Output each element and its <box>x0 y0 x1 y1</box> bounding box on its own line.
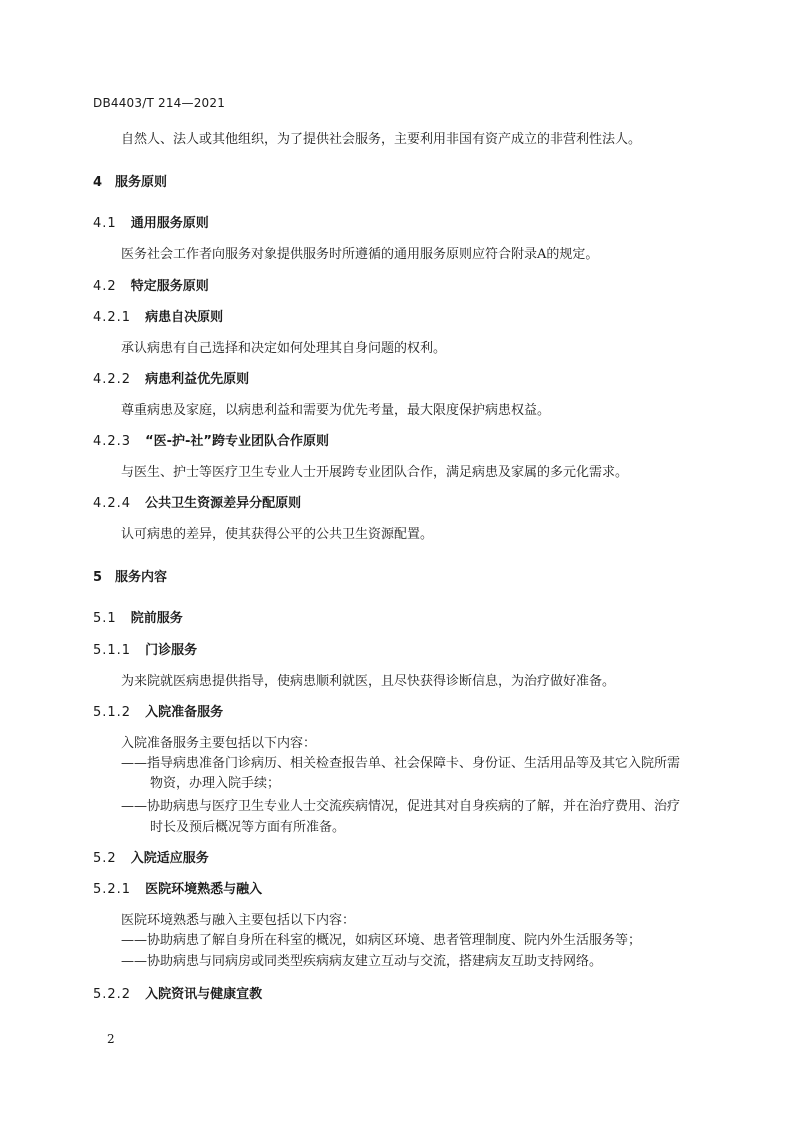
section-heading-5-1-1 <box>93 639 197 658</box>
section-heading-5-2-2 <box>93 983 262 1002</box>
section-title: 公共卫生资源差异分配原则 <box>145 496 302 511</box>
section-title: 服务内容 <box>115 570 168 585</box>
paragraph: 认可病患的差异，使其获得公平的公共卫生资源配置。 <box>121 527 434 542</box>
section-heading-5-1-2 <box>93 701 223 720</box>
paragraph: 与医生、护士等医疗卫生专业人士开展跨专业团队合作，满足病患及家属的多元化需求。 <box>121 465 629 480</box>
paragraph: 入院准备服务主要包括以下内容： <box>121 736 317 751</box>
section-number: 4.2.4 <box>93 496 132 511</box>
section-number: 5.1.1 <box>93 643 132 658</box>
section-heading-4-2 <box>93 275 209 294</box>
list-item-continuation: 时长及预后概况等方面有所准备。 <box>150 820 346 835</box>
section-title: 通用服务原则 <box>130 216 209 231</box>
paragraph: 医务社会工作者向服务对象提供服务时所遵循的通用服务原则应符合附录A的规定。 <box>121 247 599 262</box>
section-title: 服务原则 <box>115 175 168 190</box>
section-number: 5.2 <box>93 851 117 866</box>
section-heading-5 <box>93 566 167 585</box>
list-item: ——指导病患准备门诊病历、相关检查报告单、社会保障卡、身份证、生活用品等及其它入院所需 <box>121 756 681 771</box>
section-number: 4 <box>93 175 103 190</box>
section-number: 5.2.2 <box>93 987 132 1002</box>
list-item: ——协助病患与医疗卫生专业人士交流疾病情况，促进其对自身疾病的了解，并在治疗费用、治疗 <box>121 799 681 814</box>
section-heading-4-2-3 <box>93 430 329 449</box>
section-heading-4-1 <box>93 212 209 231</box>
paragraph: 自然人、法人或其他组织，为了提供社会服务，主要利用非国有资产成立的非营利性法人。 <box>121 132 642 147</box>
section-number: 5 <box>93 570 103 585</box>
section-title: 医院环境熟悉与融入 <box>145 882 263 897</box>
document-header: DB4403/T 214—2021 <box>93 96 226 110</box>
section-title: 院前服务 <box>130 611 183 626</box>
section-number: 4.2.1 <box>93 310 132 325</box>
list-item: ——协助病患与同病房或同类型疾病病友建立互动与交流，搭建病友互助支持网络。 <box>121 954 603 969</box>
section-heading-5-2-1 <box>93 878 262 897</box>
section-heading-5-1 <box>93 607 183 626</box>
section-number: 5.2.1 <box>93 882 132 897</box>
paragraph: 医院环境熟悉与融入主要包括以下内容： <box>121 913 356 928</box>
paragraph: 尊重病患及家庭，以病患利益和需要为优先考量，最大限度保护病患权益。 <box>121 403 551 418</box>
section-title: 入院准备服务 <box>145 705 224 720</box>
section-title: 病患利益优先原则 <box>145 372 250 387</box>
section-number: 5.1 <box>93 611 117 626</box>
section-title: 特定服务原则 <box>130 279 209 294</box>
paragraph: 为来院就医病患提供指导，使病患顺利就医，且尽快获得诊断信息，为治疗做好准备。 <box>121 674 616 689</box>
section-title: 病患自决原则 <box>145 310 224 325</box>
section-title: 入院资讯与健康宣教 <box>145 987 263 1002</box>
section-number: 4.2 <box>93 279 117 294</box>
section-title: “医-护-社”跨专业团队合作原则 <box>145 434 329 449</box>
section-heading-5-2 <box>93 847 209 866</box>
section-heading-4 <box>93 171 167 190</box>
section-heading-4-2-2 <box>93 368 249 387</box>
section-heading-4-2-1 <box>93 306 223 325</box>
section-title: 入院适应服务 <box>130 851 209 866</box>
section-number: 4.1 <box>93 216 117 231</box>
list-item: ——协助病患了解自身所在科室的概况，如病区环境、患者管理制度、院内外生活服务等； <box>121 933 642 948</box>
section-heading-4-2-4 <box>93 492 301 511</box>
section-title: 门诊服务 <box>145 643 198 658</box>
section-number: 5.1.2 <box>93 705 132 720</box>
section-number: 4.2.3 <box>93 434 132 449</box>
list-item-continuation: 物资，办理入院手续； <box>150 776 281 791</box>
section-number: 4.2.2 <box>93 372 132 387</box>
page-number: 2 <box>107 1032 115 1046</box>
paragraph: 承认病患有自己选择和决定如何处理其自身问题的权利。 <box>121 341 447 356</box>
